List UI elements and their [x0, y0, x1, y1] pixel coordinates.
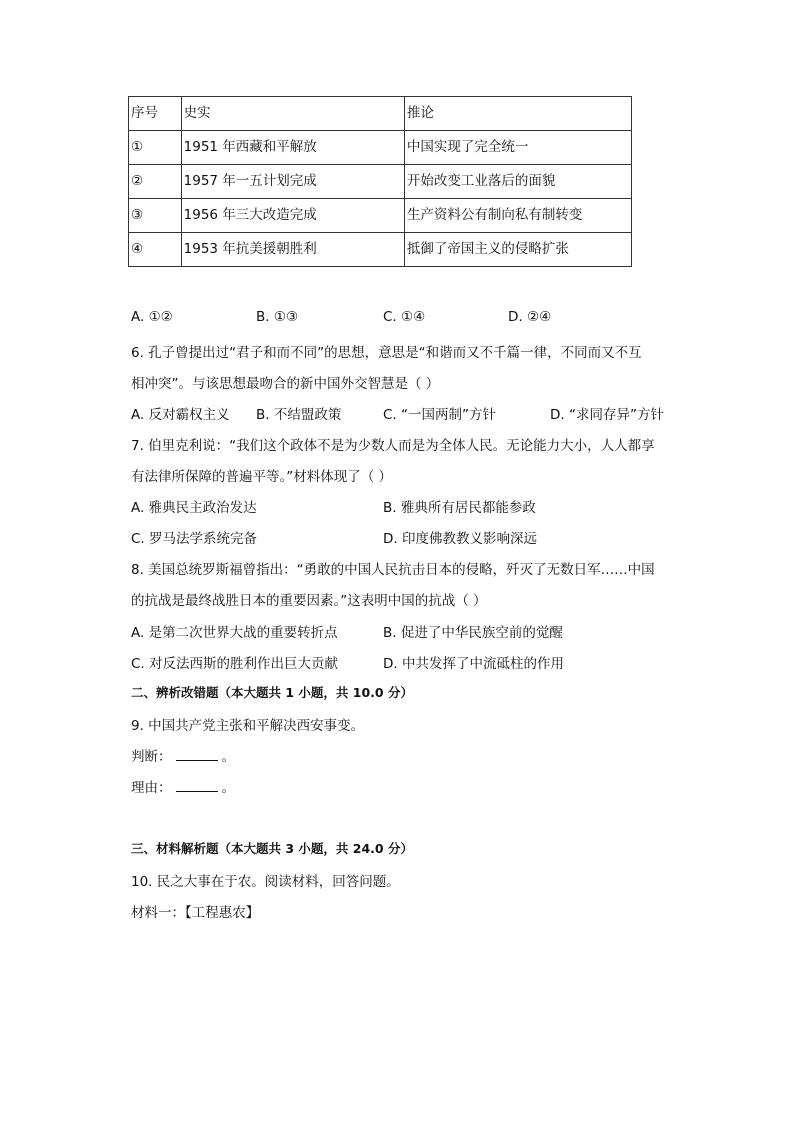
q5-option-d: D. ②④: [508, 309, 552, 325]
q6-option-c: C. “一国两制”方针: [383, 407, 496, 423]
table-row: [129, 165, 632, 199]
table-cell: 1957 年一五计划完成: [181, 165, 404, 199]
judge-period: 。: [221, 749, 235, 765]
q6-option-d: D. “求同存异”方针: [550, 407, 664, 423]
table-cell: ④: [129, 233, 182, 267]
table-cell: 生产资料公有制向私有制转变: [404, 199, 631, 233]
q7-stem-line1: 7. 伯里克利说：“我们这个政体不是为少数人而是为全体人民。无论能力大小，人人都享: [131, 438, 655, 454]
table-cell: 抵御了帝国主义的侵略扩张: [404, 233, 631, 267]
table-cell: ①: [129, 131, 182, 165]
q8-stem-line1: 8. 美国总统罗斯福曾指出：“勇敢的中国人民抗击日本的侵略，歼灭了无数日军……中国: [131, 562, 655, 578]
q8-stem-line2: 的抗战是最终战胜日本的重要因素。”这表明中国的抗战（ ）: [131, 593, 487, 609]
q9-judge-line: [131, 745, 235, 765]
table-header-row: [129, 97, 632, 131]
reason-label: 理由：: [131, 780, 172, 796]
q5-option-c: C. ①④: [383, 309, 426, 325]
q5-option-a: A. ①②: [131, 309, 173, 325]
table-header-cell: 序号: [129, 97, 182, 131]
q7-stem-line2: 有法律所保障的普遍平等。”材料体现了（ ）: [131, 469, 393, 485]
facts-table: [128, 96, 632, 267]
reason-answer-blank[interactable]: [176, 779, 218, 792]
table-cell: 1953 年抗美援朝胜利: [181, 233, 404, 267]
material1-label: [131, 901, 259, 921]
q7-option-b: B. 雅典所有居民都能参政: [383, 500, 536, 516]
judge-answer-blank[interactable]: [176, 748, 218, 761]
q6-stem-line1: 6. 孔子曾提出过“君子和而不同”的思想，意思是“和谐而又不千篇一律，不同而又不互: [131, 345, 642, 361]
table-header-cell: 史实: [181, 97, 404, 131]
q8-option-d: D. 中共发挥了中流砥柱的作用: [383, 656, 564, 672]
table-cell: 1956 年三大改造完成: [181, 199, 404, 233]
q6-stem-line2: 相冲突”。与该思想最吻合的新中国外交智慧是（ ）: [131, 376, 440, 392]
section3-title: 三、材料解析题（本大题共 3 小题，共 24.0 分）: [131, 841, 413, 856]
section2-title: 二、辨析改错题（本大题共 1 小题，共 10.0 分）: [131, 685, 413, 700]
table-cell: 中国实现了完全统一: [404, 131, 631, 165]
q9-reason-line: [131, 776, 235, 796]
q8-option-c: C. 对反法西斯的胜利作出巨大贡献: [131, 656, 339, 672]
q7-option-a: A. 雅典民主政治发达: [131, 500, 257, 516]
table-cell: 1951 年西藏和平解放: [181, 131, 404, 165]
q9-stem: 9. 中国共产党主张和平解决西安事变。: [131, 718, 365, 734]
judge-label: 判断：: [131, 749, 172, 765]
q8-option-a: A. 是第二次世界大战的重要转折点: [131, 625, 338, 641]
q8-option-b: B. 促进了中华民族空前的觉醒: [383, 625, 563, 641]
table-cell: 开始改变工业落后的面貌: [404, 165, 631, 199]
reason-period: 。: [221, 780, 235, 796]
table-header-cell: 推论: [404, 97, 631, 131]
table-row: [129, 233, 632, 267]
q6-option-a: A. 反对霸权主义: [131, 407, 230, 423]
table-cell: ③: [129, 199, 182, 233]
q5-option-b: B. ①③: [256, 309, 299, 325]
q7-option-c: C. 罗马法学系统完备: [131, 531, 258, 547]
material1-text: 材料一：【工程惠农】: [131, 905, 260, 921]
q6-option-b: B. 不结盟政策: [256, 407, 342, 423]
table-row: [129, 131, 632, 165]
q7-option-d: D. 印度佛教教义影响深远: [383, 531, 537, 547]
q10-stem: 10. 民之大事在于农。阅读材料，回答问题。: [131, 874, 400, 890]
table-cell: ②: [129, 165, 182, 199]
table-row: [129, 199, 632, 233]
